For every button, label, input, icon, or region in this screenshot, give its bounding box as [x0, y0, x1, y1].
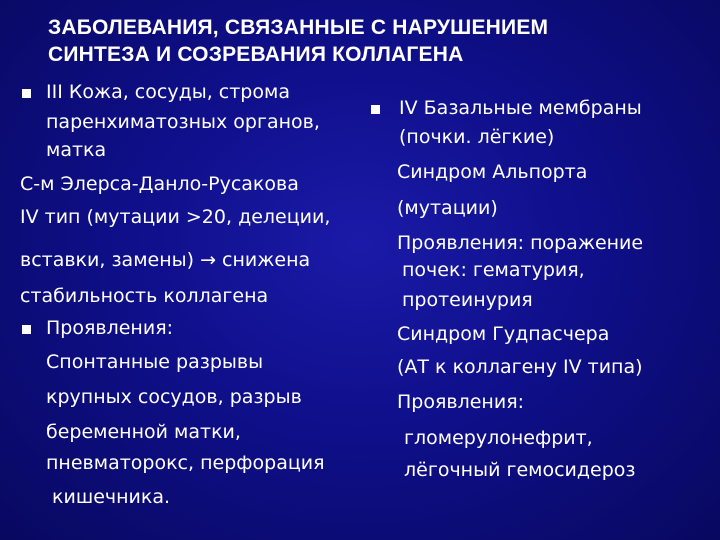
bullet-square-icon	[371, 105, 380, 114]
goodpasture-title: Синдром Гудпасчера	[397, 323, 610, 345]
bullet-square-icon	[22, 89, 31, 98]
manifest-line-4: пневматорокс, перфорация	[46, 452, 325, 474]
manifest-line-1: Спонтанные разрывы	[46, 351, 264, 373]
slide-title	[48, 14, 668, 68]
ehlers-line-1: IV тип (мутации >20, делеции,	[20, 206, 331, 228]
slide-title-line-2: СИНТЕЗА И СОЗРЕВАНИЯ КОЛЛАГЕНА	[48, 43, 464, 66]
alport-line-1: (мутации)	[397, 197, 498, 219]
type4-line-1: IV Базальные мембраны	[399, 97, 642, 119]
ehlers-title: С-м Элерса-Данло-Русакова	[20, 173, 299, 195]
goodpasture-line-2: Проявления:	[397, 391, 525, 413]
bullet-square-icon	[22, 325, 31, 334]
ehlers-line-2: вставки, замены) → снижена	[20, 249, 311, 271]
ehlers-line-3: стабильность коллагена	[20, 285, 269, 307]
manifest-line-5: кишечника.	[52, 486, 171, 508]
type3-line-2: паренхиматозных органов,	[46, 111, 320, 133]
manifest-line-2: крупных сосудов, разрыв	[46, 386, 302, 408]
type4-line-2: (почки. лёгкие)	[399, 126, 555, 148]
manifest-line-3: беременной матки,	[46, 421, 241, 443]
slide-title-line-1: ЗАБОЛЕВАНИЯ, СВЯЗАННЫЕ С НАРУШЕНИЕМ	[48, 16, 549, 39]
alport-line-3: почек: гематурия,	[402, 259, 585, 281]
type3-line-1: III Кожа, сосуды, строма	[46, 81, 290, 103]
goodpasture-line-1: (АТ к коллагену IV типа)	[397, 356, 643, 378]
type3-line-3: матка	[46, 139, 107, 161]
goodpasture-line-3: гломерулонефрит,	[404, 427, 593, 449]
alport-line-2: Проявления: поражение	[397, 232, 644, 254]
alport-line-4: протеинурия	[402, 289, 533, 311]
manifest-label: Проявления:	[46, 317, 174, 339]
goodpasture-line-4: лёгочный гемосидероз	[404, 459, 636, 481]
alport-title: Синдром Альпорта	[397, 161, 588, 183]
